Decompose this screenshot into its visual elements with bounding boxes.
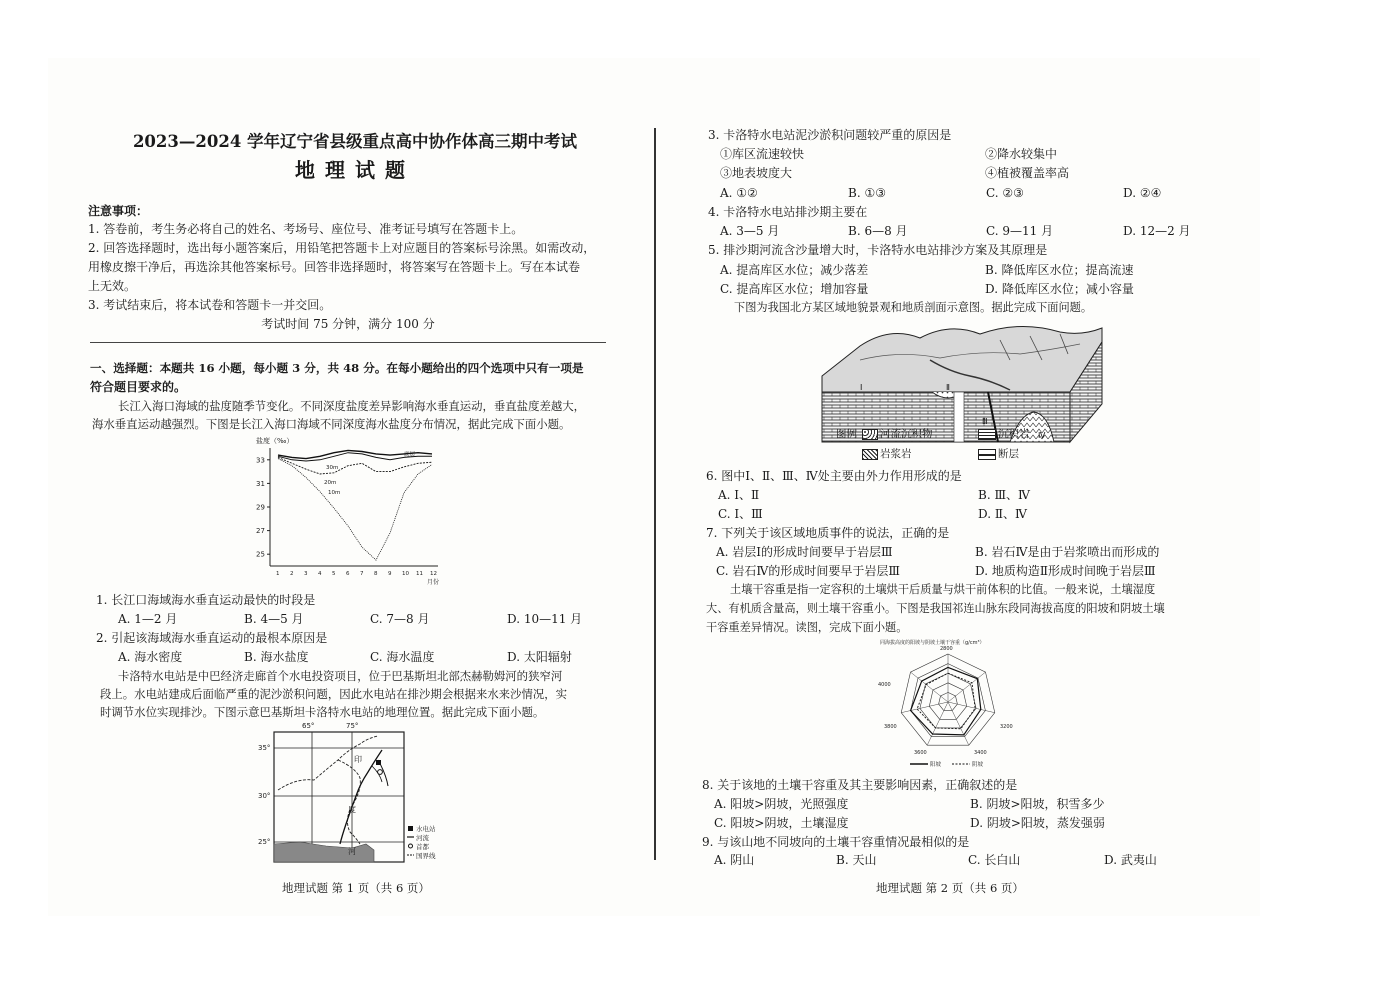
q3-item: ②降水较集中 [985,147,1058,161]
q7-option-d[interactable]: D. 地质构造Ⅱ形成时间晚于岩层Ⅲ [975,564,1156,578]
place-label: 河 [348,847,356,856]
q3-item: ①库区流速较快 [720,147,805,161]
q6-option-c[interactable]: C. Ⅰ、Ⅲ [718,507,763,521]
q7-option-b[interactable]: B. 岩石Ⅳ是由于岩浆喷出而形成的 [975,545,1160,559]
section-heading-cont: 符合题目要求的。 [90,380,187,394]
radar-chart [870,636,1030,772]
q5-option-c[interactable]: C. 提高库区水位；增加容量 [720,282,869,296]
q3-option-c[interactable]: C. ②③ [986,186,1024,200]
exam-title: 2023—2024 学年辽宁省县级重点高中协作体高三期中考试 [132,132,578,151]
radar-axis-label: 3600 [914,750,927,756]
x-tick-label: 12 [430,571,437,577]
lon-label: 65° [302,722,315,730]
geo-label: Ⅱ [946,383,950,392]
legend-magma-icon [862,449,878,460]
lat-label: 35° [258,744,271,752]
x-tick-label: 6 [346,571,350,577]
q3-option-b[interactable]: B. ①③ [848,186,886,200]
radar-spoke [948,702,969,745]
geo-legend-item: 河流沉积物 [880,428,933,440]
x-tick-label: 5 [332,571,336,577]
x-tick-label: 1 [276,571,280,577]
x-tick-label: 7 [360,571,364,577]
page1-footer: 地理试题 第 1 页（共 6 页） [282,881,430,895]
q7-option-c[interactable]: C. 岩石Ⅳ的形成时间要早于岩层Ⅲ [716,564,900,578]
q6-stem: 6. 图中Ⅰ、Ⅱ、Ⅲ、Ⅳ处主要由外力作用形成的是 [706,469,962,483]
q8-option-c[interactable]: C. 阳坡>阴坡，土壤湿度 [714,816,849,830]
q4-option-d[interactable]: D. 12—2 月 [1123,224,1191,238]
dam-marker [376,760,381,765]
q7-stem: 7. 下列关于该区域地质事件的说法，正确的是 [706,526,950,540]
y-tick-label: 29 [256,503,265,512]
q3-item: ④植被覆盖率高 [985,166,1070,180]
legend-fault-icon [978,449,996,460]
legend-dam-icon [408,826,413,831]
passage-line: 卡洛特水电站是中巴经济走廊首个水电投资项目，位于巴基斯坦北部杰赫勒姆河的狭窄河 [118,669,563,683]
radar-sunny [911,667,981,735]
q9-option-a[interactable]: A. 阴山 [714,853,755,867]
geo-label: Ⅰ [860,383,863,392]
series-line-2 [278,457,432,474]
passage-line: 大、有机质含量高，则土壤干容重小。下图是我国祁连山脉东段同海拔高度的阳坡和阴坡土壤 [706,602,1165,615]
radar-title: 同海拔高度的阳坡与阴坡土壤干容重（g/cm³） [880,640,985,646]
q3-stem: 3. 卡洛特水电站泥沙淤积问题较严重的原因是 [708,128,952,142]
series-line-3 [278,459,432,560]
q6-option-b[interactable]: B. Ⅲ、Ⅳ [978,488,1031,502]
radar-axis-label: 3800 [884,724,897,730]
radar-axis-label: 4000 [878,682,891,688]
q2-stem: 2. 引起该海域海水垂直运动的最根本原因是 [96,631,328,645]
geo-label: Ⅲ [982,417,988,426]
lat-label: 30° [258,792,271,800]
y-tick-label: 27 [256,527,265,536]
q1-option-c[interactable]: C. 7—8 月 [370,612,430,626]
q3-option-a[interactable]: A. ①② [720,186,758,200]
q6-option-a[interactable]: A. Ⅰ、Ⅱ [718,488,760,502]
q9-option-c[interactable]: C. 长白山 [968,853,1021,867]
series-label: 10m [328,490,341,496]
radar-axis-label: 3200 [1000,724,1013,730]
x-tick-label: 4 [318,571,322,577]
notice-line: 3. 考试结束后，将本试卷和答题卡一并交回。 [88,298,332,312]
passage-line: 长江入海口海域的盐度随季节变化。不同深度盐度差异影响海水垂直运动，垂直盐度差越大， [118,399,586,413]
subject-title: 地理试题 [295,158,415,182]
section-rule [90,342,606,343]
chart-xlabel: 月份 [427,579,440,586]
capital-marker [378,770,383,775]
radar-legend: 阴坡 [972,762,984,768]
q5-option-d[interactable]: D. 降低库区水位；减小容量 [985,282,1134,296]
q3-option-d[interactable]: D. ②④ [1123,186,1162,200]
radar-axis-label: 2800 [940,646,953,652]
x-tick-label: 8 [374,571,378,577]
q4-option-c[interactable]: C. 9—11 月 [986,224,1054,238]
legend-sediment-icon [862,429,878,440]
q8-option-b[interactable]: B. 阴坡>阳坡，积雪多少 [970,797,1105,811]
passage-line: 海水垂直运动越强烈。下图是长江入海口海域不同深度海水盐度分布情况，据此完成下面小题。 [92,417,571,431]
notice-line: 1. 答卷前，考生务必将自己的姓名、考场号、座位号、准考证号填写在答题卡上。 [88,222,524,236]
x-tick-label: 11 [416,571,423,577]
passage-line: 下图为我国北方某区域地貌景观和地质剖面示意图。据此完成下面问题。 [734,301,1093,314]
exam-info: 考试时间 75 分钟，满分 100 分 [261,317,435,331]
q2-option-d[interactable]: D. 太阳辐射 [507,650,572,664]
passage-line: 干容重差异情况。读图，完成下面小题。 [706,621,908,634]
radar-spoke [927,702,948,745]
map-legend: 河流 [416,834,429,842]
radar-legend: 阳坡 [930,762,942,768]
passage-line: 时调节水位实现排沙。下图示意巴基斯坦卡洛特水电站的地理位置。据此完成下面小题。 [100,705,545,719]
q5-option-a[interactable]: A. 提高库区水位；减少落差 [720,263,869,277]
salinity-chart [238,434,448,586]
q1-option-a[interactable]: A. 1—2 月 [118,612,178,626]
notice-line: 上无效。 [88,279,137,293]
radar-axis-label: 3400 [974,750,987,756]
x-tick-label: 3 [304,571,308,577]
map-legend: 首都 [416,843,429,851]
q7-option-a[interactable]: A. 岩层Ⅰ的形成时间要早于岩层Ⅲ [716,545,893,559]
q2-option-b[interactable]: B. 海水盐度 [244,650,309,664]
series-label: 20m [324,480,337,486]
q2-option-a[interactable]: A. 海水密度 [118,650,183,664]
section-heading: 一、选择题：本题共 16 小题，每小题 3 分，共 48 分。在每小题给出的四个选项中只有一项是 [90,361,584,375]
y-tick-label: 25 [256,550,265,559]
q4-stem: 4. 卡洛特水电站排沙期主要在 [708,205,868,219]
q5-stem: 5. 排沙期河流含沙量增大时，卡洛特水电站排沙方案及其原理是 [708,243,1048,257]
q3-item: ③地表坡度大 [720,166,793,180]
geo-legend-item: 断层 [998,448,1019,460]
series-label: 底层 [404,452,416,458]
lon-label: 75° [346,722,359,730]
notice-heading: 注意事项： [88,204,149,218]
page2-footer: 地理试题 第 2 页（共 6 页） [876,881,1024,895]
q1-stem: 1. 长江口海域海水垂直运动最快的时段是 [96,593,316,607]
q1-option-b[interactable]: B. 4—5 月 [244,612,304,626]
q8-stem: 8. 关于该地的土壤干容重及其主要影响因素，正确叙述的是 [702,778,1018,792]
map-legend: 水电站 [416,825,436,833]
q2-option-c[interactable]: C. 海水温度 [370,650,435,664]
place-label: 度 [348,805,356,814]
y-tick-label: 31 [256,479,265,488]
passage-line: 段上。水电站建成后面临严重的泥沙淤积问题，因此水电站在排沙期会根据来水来沙情况，实 [100,687,568,701]
q4-option-b[interactable]: B. 6—8 月 [848,224,908,238]
q6-option-d[interactable]: D. Ⅱ、Ⅳ [978,507,1027,521]
geo-legend-title: 图例 [836,428,857,440]
x-tick-label: 9 [388,571,392,577]
geo-legend-item: 沉积岩 [998,428,1030,440]
series-label: 30m [326,465,339,471]
notice-line: 2. 回答选择题时，选出每小题答案后，用铅笔把答题卡上对应题目的答案标号涂黑。如需改动， [88,241,596,255]
legend-strata-icon [978,429,996,440]
x-tick-label: 10 [402,571,409,577]
geo-legend-item: 岩浆岩 [880,448,912,460]
q5-option-b[interactable]: B. 降低库区水位；提高流速 [985,263,1134,277]
q9-option-d[interactable]: D. 武夷山 [1104,853,1157,867]
q1-option-d[interactable]: D. 10—11 月 [507,612,583,626]
chart-ylabel: 盐度（‰） [256,437,294,445]
q4-option-a[interactable]: A. 3—5 月 [720,224,780,238]
geology-diagram [820,320,1110,468]
q8-option-a[interactable]: A. 阳坡>阴坡，光照强度 [714,797,849,811]
q9-option-b[interactable]: B. 天山 [836,853,877,867]
q9-stem: 9. 与该山地不同坡向的土壤干容重情况最相似的是 [702,835,970,849]
column-divider [654,128,656,860]
notice-line: 用橡皮擦干净后，再选涂其他答案标号。回答非选择题时，将答案写在答题卡上。写在本试卷 [88,260,581,274]
x-tick-label: 2 [290,571,294,577]
q8-option-d[interactable]: D. 阴坡>阳坡，蒸发强弱 [970,816,1105,830]
lat-label: 25° [258,838,271,846]
y-tick-label: 33 [256,456,265,465]
location-map [256,720,456,866]
passage-line: 土壤干容重是指一定容积的土壤烘干后质量与烘干前体积的比值。一般来说，土壤湿度 [730,583,1156,596]
map-legend: 国界线 [416,852,436,860]
place-label: 印 [354,755,362,764]
geo-label: Ⅳ [1038,431,1046,440]
